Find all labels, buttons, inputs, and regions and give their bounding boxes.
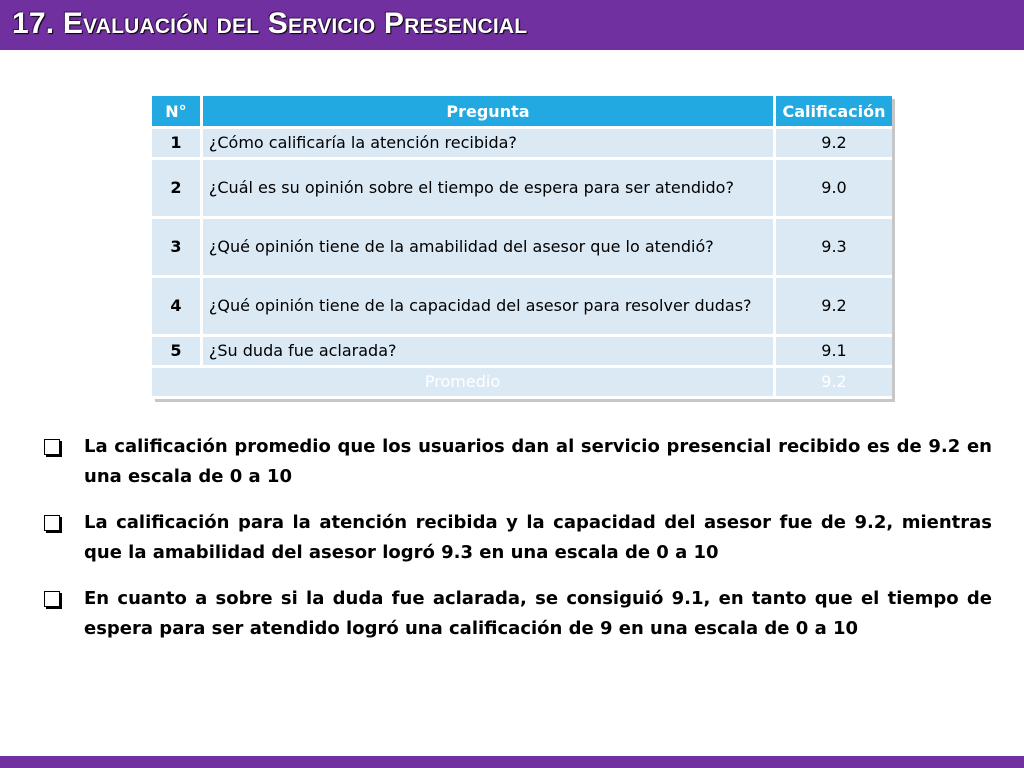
bullet-list <box>44 432 992 660</box>
row-score: 9.2 <box>776 278 892 337</box>
row-number: 2 <box>152 160 203 219</box>
row-number: 5 <box>152 337 203 368</box>
average-score: 9.2 <box>776 368 892 399</box>
column-header-number: N° <box>152 96 203 129</box>
row-question: ¿Su duda fue aclarada? <box>203 337 776 368</box>
evaluation-table-container <box>152 96 892 399</box>
column-header-question: Pregunta <box>203 96 776 129</box>
table-row <box>152 278 892 337</box>
checkbox-icon <box>44 591 60 607</box>
table-row <box>152 219 892 278</box>
table-row <box>152 337 892 368</box>
row-question: ¿Cómo calificaría la atención recibida? <box>203 129 776 160</box>
average-label: Promedio <box>152 368 776 399</box>
bullet-text: La calificación promedio que los usuarios dan al servicio presencial recibido es de 9.2 en una escala de 0 a 10 <box>84 436 992 487</box>
row-question: ¿Qué opinión tiene de la amabilidad del asesor que lo atendió? <box>203 219 776 278</box>
bullet-item <box>44 584 992 644</box>
column-header-score: Calificación <box>776 96 892 129</box>
bullet-text: La calificación para la atención recibida y la capacidad del asesor fue de 9.2, mientras que la amabilidad del asesor logró 9.3 en una escala de 0 a 10 <box>84 512 992 563</box>
bullet-item <box>44 508 992 568</box>
table-header-row <box>152 96 892 129</box>
header-bar <box>0 0 1024 50</box>
bullet-item <box>44 432 992 492</box>
row-score: 9.1 <box>776 337 892 368</box>
row-number: 1 <box>152 129 203 160</box>
row-score: 9.0 <box>776 160 892 219</box>
table-row <box>152 129 892 160</box>
page-title: 17. Evaluación del Servicio Presencial <box>12 7 528 40</box>
footer-bar <box>0 756 1024 768</box>
checkbox-icon <box>44 439 60 455</box>
evaluation-table <box>152 96 892 399</box>
checkbox-icon <box>44 515 60 531</box>
row-number: 4 <box>152 278 203 337</box>
row-number: 3 <box>152 219 203 278</box>
row-question: ¿Cuál es su opinión sobre el tiempo de espera para ser atendido? <box>203 160 776 219</box>
bullet-text: En cuanto a sobre si la duda fue aclarada, se consiguió 9.1, en tanto que el tiempo de espera para ser atendido logró una calificación de 9 en una escala de 0 a 10 <box>84 588 992 639</box>
row-score: 9.3 <box>776 219 892 278</box>
table-footer-row <box>152 368 892 399</box>
table-row <box>152 160 892 219</box>
row-question: ¿Qué opinión tiene de la capacidad del asesor para resolver dudas? <box>203 278 776 337</box>
row-score: 9.2 <box>776 129 892 160</box>
